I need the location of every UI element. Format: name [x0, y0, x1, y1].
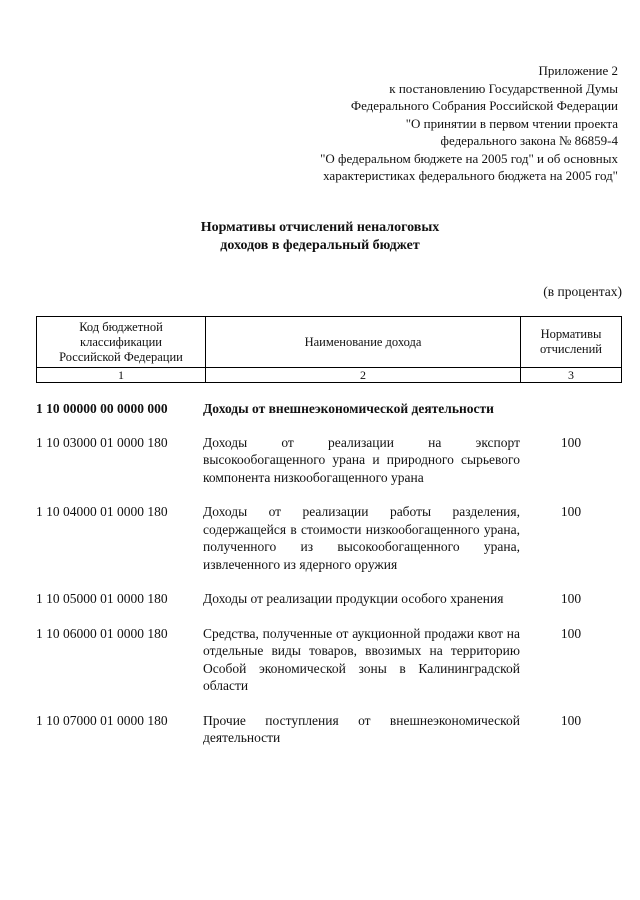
row-norm: 100 — [560, 625, 582, 641]
row-name: Доходы от реализации работы разделения, содержащейся в стоимости низкообогащенного урана, полученного из высокообогащенного урана, извлеченного из ядерного оружия — [203, 504, 520, 572]
row-code: 1 10 00000 00 0000 000 — [36, 401, 168, 416]
header-name: Наименование дохода — [206, 317, 521, 368]
appendix-line: "О принятии в первом чтении проекта — [405, 115, 618, 131]
header-code — [37, 317, 206, 368]
appendix-line: характеристиках федерального бюджета на 2005 год" — [323, 168, 618, 183]
row-name: Прочие поступления от внешнеэкономической деятельности — [203, 712, 520, 745]
table-row — [36, 503, 622, 573]
header-num-1: 1 — [37, 368, 206, 383]
table-row — [36, 400, 622, 418]
header-code-line: Код бюджетной — [79, 319, 163, 334]
table-row — [36, 434, 622, 487]
header-norm-line: отчислений — [540, 342, 602, 356]
table-body — [36, 400, 622, 747]
row-name: Доходы от внешнеэкономической деятельности — [203, 401, 494, 416]
header-num-2: 2 — [206, 368, 521, 383]
row-norm: 100 — [560, 591, 582, 606]
table-row — [36, 712, 622, 747]
row-name: Доходы от реализации продукции особого хранения — [203, 591, 504, 606]
appendix-line: "О федеральном бюджете на 2005 год" и об основных — [320, 150, 618, 166]
row-name: Доходы от реализации на экспорт высокообогащенного урана и природного сырьевого компонента низкообогащенного урана — [203, 434, 520, 485]
row-code: 1 10 07000 01 0000 180 — [36, 712, 168, 728]
row-norm — [520, 400, 622, 418]
row-code: 1 10 04000 01 0000 180 — [36, 504, 168, 519]
appendix-line: к постановлению Государственной Думы — [389, 80, 618, 96]
header-code-line: Российской Федерации — [59, 349, 183, 364]
appendix-line: федерального закона № 86859-4 — [440, 133, 618, 148]
table-row — [36, 625, 622, 695]
appendix-line: Федерального Собрания Российской Федерации — [350, 98, 618, 113]
row-name: Средства, полученные от аукционной продажи квот на отдельные виды товаров, ввозимых на территорию Особой экономической зоны в Калининградской области — [203, 625, 520, 693]
table-header — [36, 316, 622, 383]
header-norm — [521, 317, 622, 368]
appendix-line: Приложение 2 — [538, 63, 618, 78]
table-row — [36, 590, 622, 608]
row-norm: 100 — [560, 712, 582, 728]
document-title — [0, 219, 640, 255]
row-norm: 100 — [560, 504, 582, 519]
appendix-header — [320, 62, 618, 185]
row-norm: 100 — [560, 434, 582, 450]
header-num-3: 3 — [521, 368, 622, 383]
row-code: 1 10 05000 01 0000 180 — [36, 591, 168, 606]
row-code: 1 10 06000 01 0000 180 — [36, 625, 168, 641]
row-code: 1 10 03000 01 0000 180 — [36, 434, 168, 450]
header-norm-line: Нормативы — [540, 327, 602, 341]
units-note: (в процентах) — [543, 284, 622, 299]
title-line-2: доходов в федеральный бюджет — [220, 238, 420, 253]
title-line-1: Нормативы отчислений неналоговых — [200, 220, 440, 235]
header-code-line: классификации — [80, 334, 162, 349]
